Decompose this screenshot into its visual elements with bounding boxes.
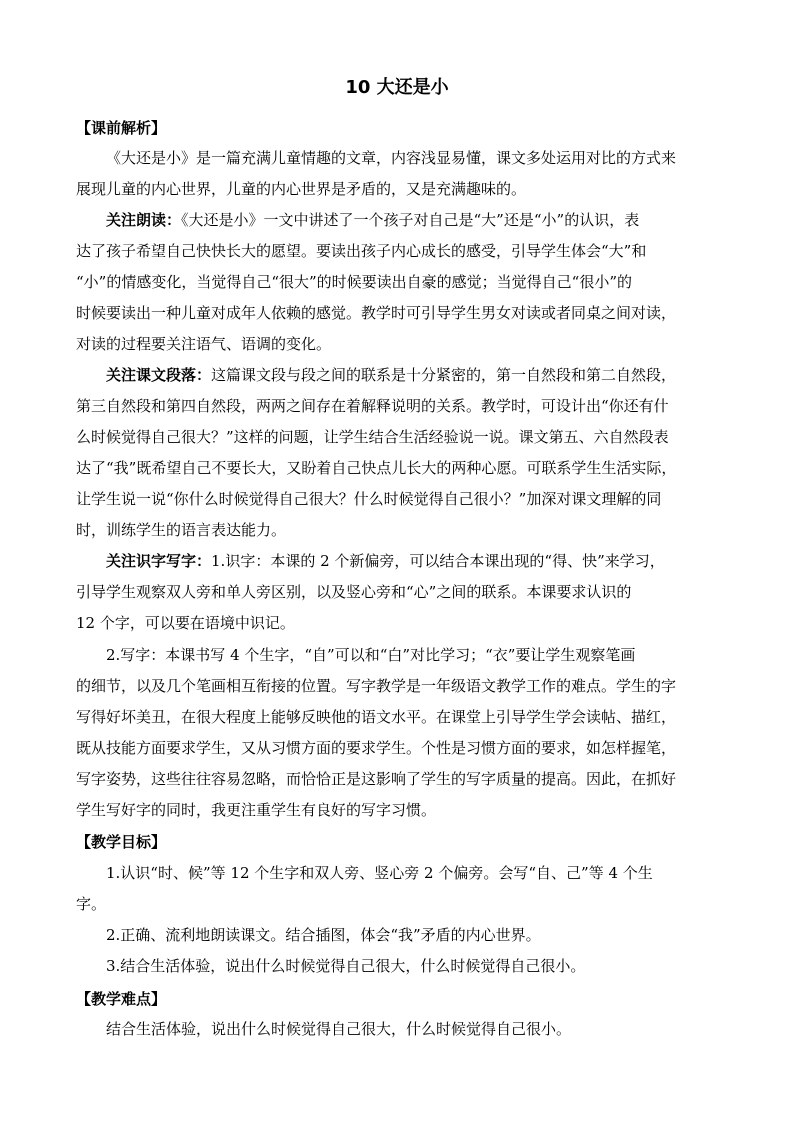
text-line: 12 个字，可以要在语境中识记。	[76, 614, 295, 632]
text-line: 让学生说一说“你什么时候觉得自己很大？什么时候觉得自己很小？”加深对课文理解的同	[76, 490, 662, 508]
text-line	[76, 205, 724, 236]
paragraph-writing	[76, 640, 724, 826]
text-line: 时候要读出一种儿童对成年人依赖的感觉。教学时可引导学生男女对读或者同桌之间对读，	[76, 304, 677, 322]
page-title: 10 大还是小	[345, 77, 449, 98]
text-segment: 《大还是小》一文中讲述了一个孩子对自己是“大”还是“小”的认识，表	[181, 211, 640, 229]
section-heading-goals: 【教学目标】	[76, 833, 167, 851]
goal-item-3	[76, 951, 724, 982]
text-line: 么时候觉得自己很大？”这样的问题，让学生结合生活经验说一说。课文第五、六自然段表	[76, 428, 669, 446]
text-line: 达了孩子希望自己快快长大的愿望。要读出孩子内心成长的感受，引导学生体会“大”和	[76, 242, 647, 260]
text-line: 达了“我”既希望自己不要长大，又盼着自己快点儿长大的两种心愿。可联系学生生活实际，	[76, 459, 677, 477]
text-line: 2.正确、流利地朗读课文。结合插图，体会“我”矛盾的内心世界。	[106, 926, 541, 944]
paragraph-intro	[76, 143, 724, 205]
text-line	[76, 360, 724, 391]
text-line: 1.认识“时、候”等 12 个生字和双人旁、竖心旁 2 个偏旁。会写“自、己”等 4 个生	[106, 864, 653, 882]
text-line: 字。	[76, 895, 107, 913]
difficulty-item	[76, 1014, 724, 1045]
text-line	[76, 546, 724, 577]
section-heading-analysis: 【课前解析】	[76, 119, 167, 137]
section-heading-difficulty: 【教学难点】	[76, 990, 167, 1008]
text-line: 写字姿势，这些往往容易忽略，而恰恰正是这影响了学生的写字质量的提高。因此，在抓好	[76, 770, 677, 788]
paragraph-reading	[76, 205, 724, 360]
text-line: 既从技能方面要求学生，又从习惯方面的要求学生。个性是习惯方面的要求，如怎样握笔，	[76, 739, 677, 757]
paragraph-lead: 关注识字写字：	[106, 552, 212, 570]
goal-item-2	[76, 920, 724, 951]
text-line: 写得好坏美丑，在很大程度上能够反映他的语文水平。在课堂上引导学生学会读帖、描红，	[76, 708, 677, 726]
text-line: 时，训练学生的语言表达能力。	[76, 521, 287, 539]
text-line: 2.写字：本课书写 4 个生字，“自”可以和“白”对比学习；“衣”要让学生观察笔画	[106, 646, 636, 664]
text-line: 《大还是小》是一篇充满儿童情趣的文章，内容浅显易懂，课文多处运用对比的方式来	[106, 149, 677, 167]
text-line: 第三自然段和第四自然段，两两之间存在着解释说明的关系。教学时，可设计出“你还有什	[76, 397, 669, 415]
paragraph-structure	[76, 360, 724, 546]
text-segment: 1.识字：本课的 2 个新偏旁，可以结合本课出现的“得、快”来学习，	[211, 552, 665, 570]
text-line: 的细节，以及几个笔画相互衔接的位置。写字教学是一年级语文教学工作的难点。学生的字	[76, 677, 677, 695]
text-segment: 这篇课文段与段之间的联系是十分紧密的，第一自然段和第二自然段，	[211, 366, 677, 384]
text-line: “小”的情感变化，当觉得自己“很大”的时候要读出自豪的感觉；当觉得自己“很小”的	[76, 273, 633, 291]
text-line: 展现儿童的内心世界，儿童的内心世界是矛盾的，又是充满趣味的。	[76, 180, 527, 198]
text-line: 3.结合生活体验，说出什么时候觉得自己很大，什么时候觉得自己很小。	[106, 957, 586, 975]
text-line: 对读的过程要关注语气、语调的变化。	[76, 335, 332, 353]
paragraph-lead: 关注课文段落：	[106, 366, 212, 384]
text-line: 引导学生观察双人旁和单人旁区别，以及竖心旁和“心”之间的联系。本课要求认识的	[76, 583, 632, 601]
goal-item-1	[76, 858, 724, 920]
paragraph-literacy	[76, 546, 724, 639]
text-line: 学生写好字的同时，我更注重学生有良好的写字习惯。	[76, 801, 437, 819]
paragraph-lead: 关注朗读：	[106, 211, 182, 229]
text-line: 结合生活体验，说出什么时候觉得自己很大，什么时候觉得自己很小。	[106, 1020, 572, 1038]
